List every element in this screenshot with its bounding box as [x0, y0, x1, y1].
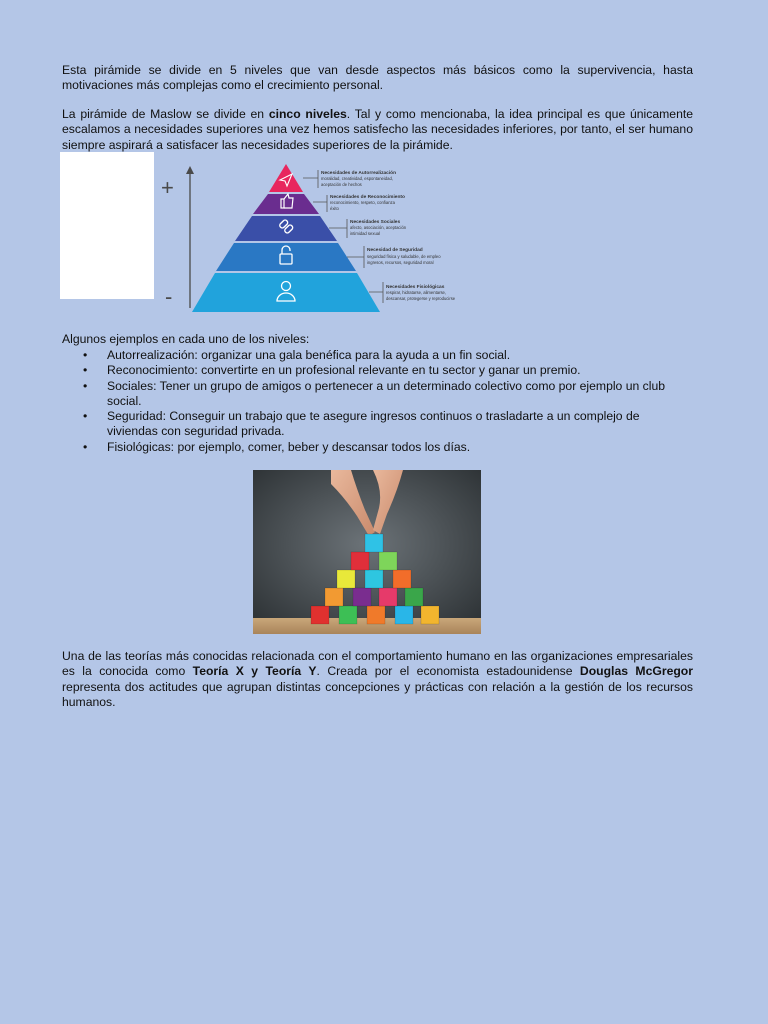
examples-list [62, 348, 702, 455]
bullet: • [83, 378, 88, 393]
bullet: • [83, 348, 88, 362]
list-item [62, 409, 702, 440]
label-title-sociales: Necesidades Sociales [350, 220, 401, 225]
maslow-pyramid-figure [155, 158, 495, 318]
examples-intro: Algunos ejemplos en cada uno de los niveles: [62, 332, 310, 346]
list-item [62, 348, 702, 363]
bullet: • [83, 439, 88, 454]
p3-bold-teoria: Teoría X y Teoría Y [192, 664, 317, 679]
label-desc1-fisiologicas: respirar, hidratarse, alimentarse, [386, 290, 447, 295]
list-item-text: Autorrealización: organizar una gala benéfica para la ayuda a un fin social. [107, 348, 511, 362]
p3-text-c: representa dos actitudes que agrupan distintas concepciones y prácticas con relación a la gestión de los recursos humanos. [62, 679, 693, 709]
list-item [62, 379, 702, 410]
label-desc1-seguridad: seguridad física y saludable, de empleo [367, 254, 441, 259]
paragraph-levels-intro: Esta pirámide se divide en 5 niveles que van desde aspectos más básicos como la supervivencia, hasta motivaciones más complejas como el crecimiento personal. [62, 63, 693, 93]
list-item-text: Seguridad: Conseguir un trabajo que te asegure ingresos continuos o trasladarte a un complejo de [107, 409, 640, 424]
paragraph-teoria-xy [62, 649, 693, 710]
label-title-autorrealizacion: Necesidades de Autorrealización [321, 171, 397, 176]
label-desc2-reconocimiento: éxito [330, 206, 339, 211]
p2-text-start: La pirámide de Maslow se divide en [62, 107, 269, 121]
paragraph-maslow [62, 107, 693, 153]
list-item-text: Sociales: Tener un grupo de amigos o pertenecer a un determinado colectivo como por ejemplo un club [107, 378, 666, 393]
list-item-text: Reconocimiento: convertirte en un profesional relevante en tu sector y ganar un premio. [107, 363, 581, 378]
label-title-fisiologicas: Necesidades Fisiológicas [386, 285, 445, 290]
plus-sign: + [161, 175, 174, 200]
p2-text-end: . Tal y como mencionaba, la idea principal es que únicamente escalamos a necesidades superiores una vez hemos satisfecho las necesidades inferiores, por tanto, el ser humano siempre aspirará a satisfacer las necesidades superiores de la pirámide. [62, 107, 694, 152]
list-item [62, 363, 702, 378]
pyramid-level-seguridad [216, 243, 356, 271]
label-desc2-autorrealizacion: aceptación de hechos [321, 182, 362, 187]
axis-arrowhead [186, 166, 194, 174]
p3-bold-mcgregor: Douglas McGregor [579, 664, 693, 679]
list-item-text: Fisiológicas: por ejemplo, comer, beber y descansar todos los días. [107, 439, 471, 454]
p3-text-a: Una de las teorías más conocidas relacionada con el comportamiento humano en las organizaciones empresariales es la conocida como [62, 649, 693, 679]
p2-bold-cinco-niveles: cinco niveles [268, 107, 347, 121]
label-desc2-sociales: intimidad sexual [350, 231, 381, 236]
label-title-seguridad: Necesidad de Seguridad [367, 248, 423, 253]
pyramid-level-autorrealizacion [269, 164, 303, 192]
blocks-pyramid-photo [253, 470, 481, 634]
label-desc1-autorrealizacion: moralidad, creatividad, espontaneidad, [321, 176, 393, 181]
minus-sign: - [165, 284, 173, 309]
label-desc2-seguridad: ingresos, recursos, seguridad moral [367, 260, 434, 265]
label-desc1-reconocimiento: reconocimiento, respeto, confianza [330, 200, 395, 205]
bullet: • [83, 409, 88, 424]
list-item-text-continued: viviendas con seguridad privada. [107, 424, 285, 439]
bullet: • [83, 363, 88, 378]
list-item [62, 440, 702, 455]
label-desc2-fisiologicas: descansar, protegerse y reproducirse [386, 296, 456, 301]
blank-image-placeholder [60, 152, 154, 299]
p3-text-b: . Creada por el economista estadounidense [316, 664, 580, 679]
list-item-text-continued: social. [107, 393, 142, 408]
label-title-reconocimiento: Necesidades de Reconocimiento [330, 195, 405, 200]
label-desc1-sociales: afecto, asociación, aceptación [350, 225, 407, 230]
